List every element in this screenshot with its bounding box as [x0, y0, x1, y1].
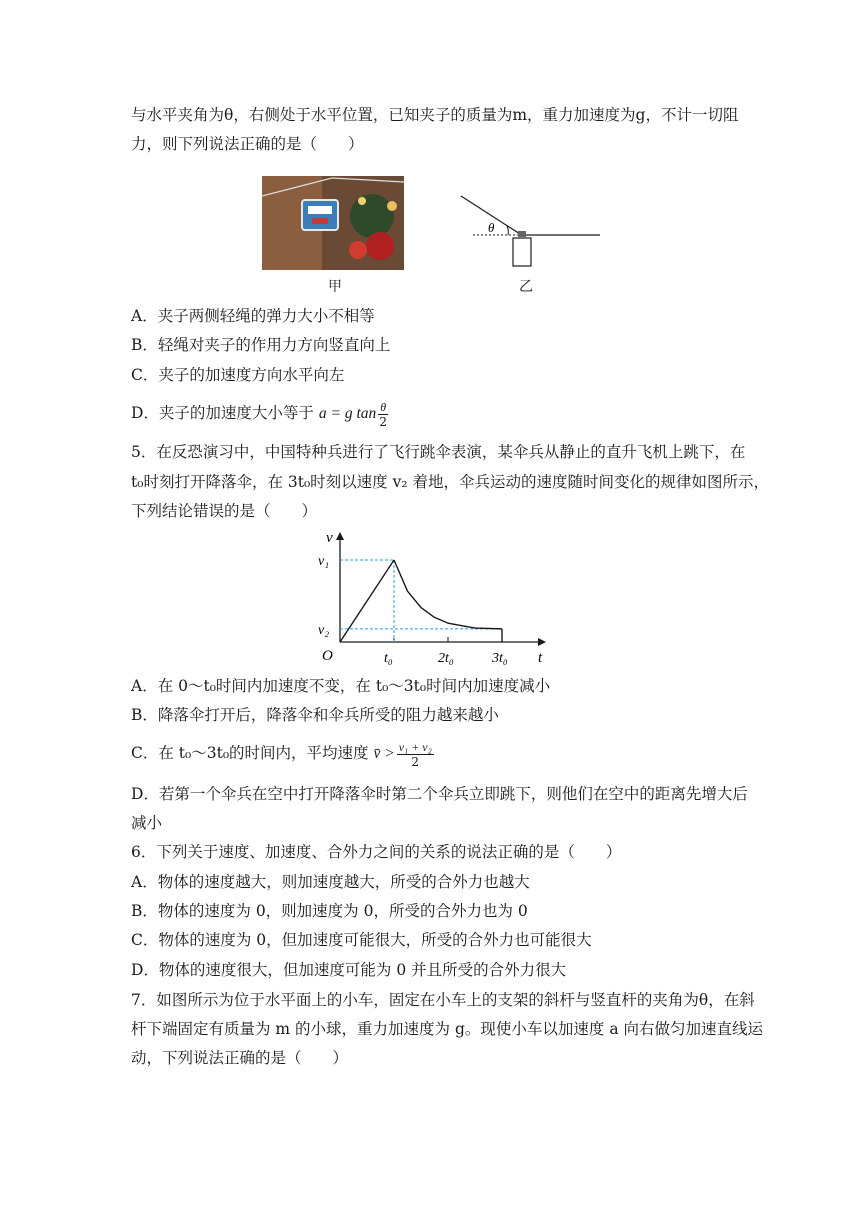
theta-label: θ	[488, 220, 495, 235]
q4-option-d-formula: a = g tan	[318, 405, 377, 422]
series-decay	[394, 560, 502, 629]
q5-option-b: B．降落伞打开后，降落伞和伞兵所受的阻力越来越小	[131, 706, 499, 724]
q4-option-b: B．轻绳对夹子的作用力方向竖直向上	[131, 336, 391, 354]
q7-stem-line-1: 7．如图所示为位于水平面上的小车，固定在小车上的支架的斜杆与竖直杆的夹角为θ，在斜	[131, 991, 755, 1009]
q5-option-c-vbar: v̄ >	[373, 745, 395, 762]
q5-option-c-prefix: C．在 t₀～3t₀的时间内，平均速度	[131, 744, 369, 762]
series-linear-rise	[340, 560, 394, 642]
x-axis-label: t	[538, 650, 543, 666]
q5-stem-line-1: 5．在反恐演习中，中国特种兵进行了飞行跳伞表演，某伞兵从静止的直升飞机上跳下，在	[131, 443, 746, 461]
x-tick-label: t₀	[384, 651, 393, 666]
photo-clip-image	[262, 176, 404, 270]
q4-option-d	[131, 398, 390, 429]
y-axis-label: v	[326, 530, 333, 546]
q4-option-c: C．夹子的加速度方向水平向左	[131, 366, 345, 384]
clip-head	[518, 231, 526, 237]
q6-stem: 6．下列关于速度、加速度、合外力之间的关系的说法正确的是（ ）	[131, 843, 622, 861]
q4-stem-line-1: 与水平夹角为θ，右侧处于水平位置，已知夹子的质量为m，重力加速度为g，不计一切阻	[131, 106, 739, 124]
q6-option-a: A．物体的速度越大，则加速度越大，所受的合外力也越大	[131, 873, 530, 891]
q6-option-d: D．物体的速度很大，但加速度可能为 0 并且所受的合外力很大	[131, 961, 567, 979]
q5-stem-line-2: t₀时刻打开降落伞，在 3t₀时刻以速度 v₂ 着地，伞兵运动的速度随时间变化的规律如图所示，	[131, 473, 770, 491]
photo-clip-figure	[262, 176, 404, 270]
y-axis-arrow	[336, 532, 344, 540]
q6-option-b: B．物体的速度为 0，则加速度为 0，所受的合外力也为 0	[131, 902, 528, 920]
fraction-denominator: 2	[379, 414, 388, 429]
angle-arc	[507, 226, 508, 235]
q4-option-a: A．夹子两侧轻绳的弹力大小不相等	[131, 307, 375, 325]
figure-caption-jia: 甲	[328, 279, 342, 295]
q5-option-d-line-1: D．若第一个伞兵在空中打开降落伞时第二个伞兵立即跳下，则他们在空中的距离先增大后	[131, 785, 748, 803]
x-axis-arrow	[538, 638, 546, 646]
x-tick-label: 2t₀	[438, 651, 454, 666]
clip-diagram	[455, 190, 605, 272]
y-tick-label-v2: v₂	[318, 622, 330, 638]
origin-label: O	[322, 648, 333, 664]
q5-stem-line-3: 下列结论错误的是（ ）	[131, 502, 318, 520]
fraction-denominator: 2	[411, 754, 420, 769]
fraction-numerator: v₁ + v₂	[398, 739, 432, 754]
q4-option-d-prefix: D．夹子的加速度大小等于	[131, 404, 314, 422]
y-tick-label-v1: v₁	[318, 554, 330, 569]
q6-option-c: C．物体的速度为 0，但加速度可能很大，所受的合外力也可能很大	[131, 931, 592, 949]
q5-option-c-fraction	[397, 740, 434, 769]
clip-body	[513, 238, 531, 266]
q5-option-d-line-2: 减小	[131, 814, 163, 832]
q7-stem-line-2: 杆下端固定有质量为 m 的小球，重力加速度为 g。现使小车以加速度 a 向右做匀加速直线运	[131, 1020, 763, 1038]
velocity-time-chart	[312, 528, 548, 668]
figure-caption-yi: 乙	[519, 279, 533, 295]
q5-option-c	[131, 738, 436, 769]
x-tick-label: 3t₀	[492, 651, 508, 666]
q5-option-a: A．在 0～t₀时间内加速度不变，在 t₀～3t₀时间内加速度减小	[131, 677, 551, 695]
q7-stem-line-3: 动，下列说法正确的是（ ）	[131, 1049, 349, 1067]
fraction-numerator: θ	[380, 399, 387, 414]
q4-option-d-fraction	[378, 400, 388, 429]
q4-stem-line-2: 力，则下列说法正确的是（ ）	[131, 135, 364, 153]
